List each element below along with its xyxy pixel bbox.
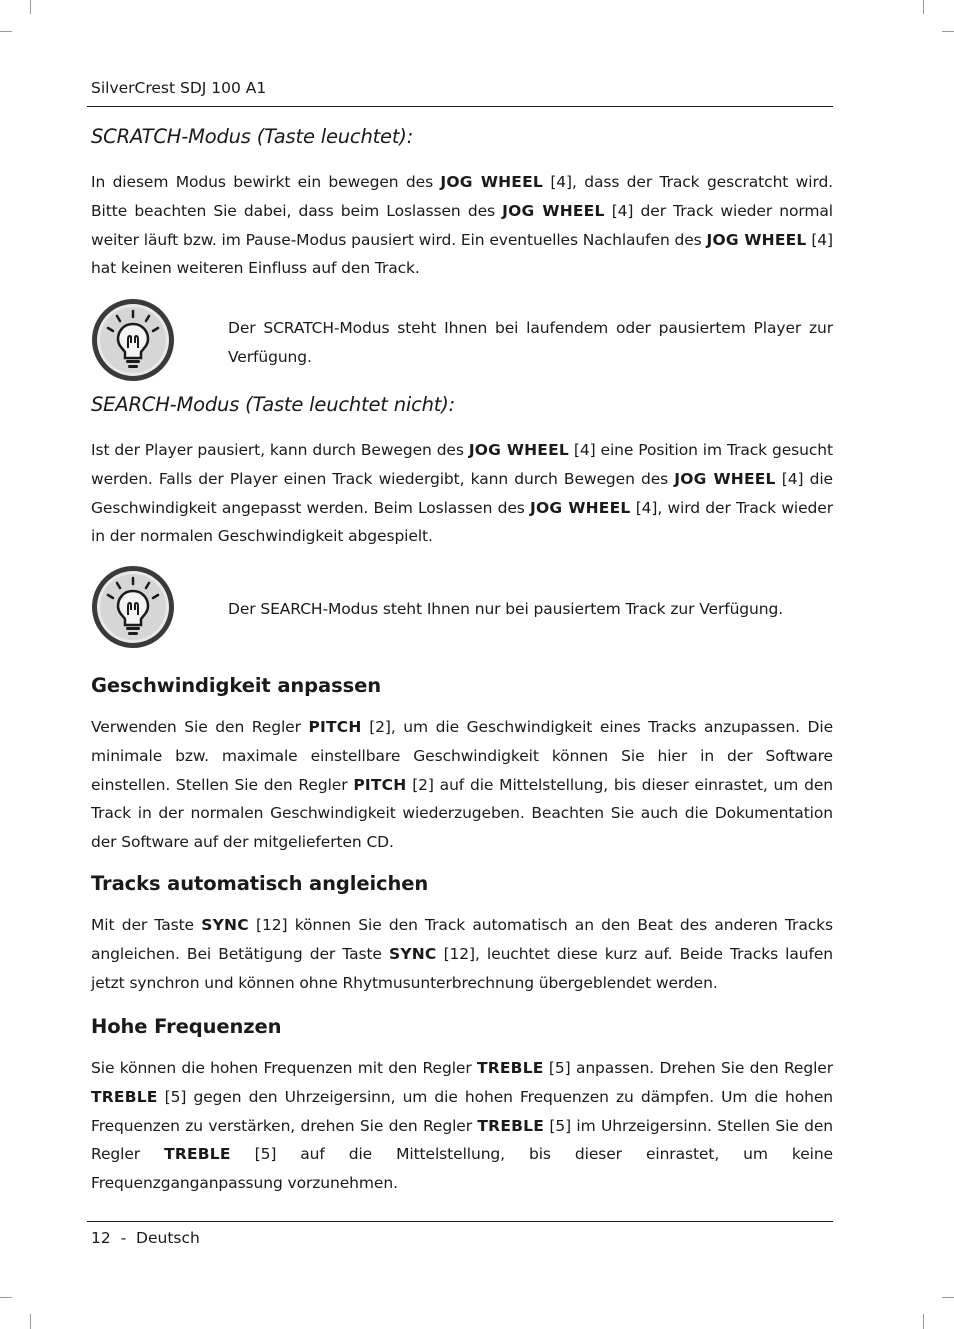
- sync-section-title: Tracks automatisch angleichen: [91, 872, 429, 895]
- crop-mark: [30, 0, 31, 14]
- running-header: SilverCrest SDJ 100 A1: [91, 79, 267, 97]
- page-number: 12: [91, 1229, 111, 1247]
- crop-mark: [0, 1297, 12, 1298]
- keyword-treble: TREBLE: [476, 1059, 544, 1077]
- crop-mark: [942, 1297, 954, 1298]
- crop-mark: [0, 31, 12, 32]
- page-footer: [91, 1228, 200, 1248]
- speed-section-title: Geschwindigkeit anpassen: [91, 674, 382, 697]
- keyword-treble: TREBLE: [164, 1145, 231, 1164]
- keyword-sync: SYNC: [201, 916, 249, 934]
- keyword-pitch: PITCH: [353, 775, 407, 794]
- treble-section-title: Hohe Frequenzen: [91, 1015, 282, 1038]
- keyword-jog-wheel: JOG WHEEL: [468, 441, 569, 459]
- keyword-jog-wheel: JOG WHEEL: [502, 201, 605, 220]
- keyword-treble: TREBLE: [477, 1116, 544, 1135]
- footer-rule: [87, 1221, 833, 1222]
- crop-mark: [942, 31, 954, 32]
- speed-paragraph: Verwenden Sie den Regler PITCH [2], um die Geschwindigkeit eines Tracks anzupassen. Die minimale bzw. maximale einstellbare Geschwindigkeit können Sie hier in der Software einstellen. Stellen Sie den Regler PITCH [2] auf die Mittelstellung, bis dieser einrastet, um den Track in der normalen Geschwindigkeit wiederzugeben. Beachten Sie auch die Dokumentation der Software auf der mitgelieferten CD.: [91, 718, 834, 852]
- keyword-jog-wheel: JOG WHEEL: [530, 498, 631, 517]
- crop-mark: [923, 1314, 924, 1329]
- lightbulb-icon: [90, 564, 176, 650]
- scratch-paragraph: In diesem Modus bewirkt ein bewegen des JOG WHEEL [4], dass der Track gescratcht wird. Bitte beachten Sie dabei, dass beim Loslassen des JOG WHEEL [4] der Track wieder normal weiter läuft bzw. im Pause-Modus pausiert wird. Ein eventuelles Nachlaufen des JOG WHEEL [4] hat keinen weiteren Einfluss auf den Track.: [91, 173, 834, 278]
- keyword-jog-wheel: JOG WHEEL: [706, 230, 807, 249]
- keyword-sync: SYNC: [388, 944, 437, 963]
- keyword-jog-wheel: JOG WHEEL: [674, 469, 776, 488]
- crop-mark: [923, 0, 924, 14]
- keyword-pitch: PITCH: [308, 718, 362, 736]
- scratch-tip-text: Der SCRATCH-Modus steht Ihnen bei laufendem oder pausiertem Player zur Verfügung.: [228, 319, 833, 366]
- search-paragraph: Ist der Player pausiert, kann durch Bewegen des JOG WHEEL [4] eine Position im Track gesucht werden. Falls der Player einen Track wiedergibt, kann durch Bewegen des JOG WHEEL [4] die Geschwindigkeit angepasst werden. Beim Loslassen des JOG WHEEL [4], wird der Track wieder in der normalen Geschwindigkeit abgespielt.: [91, 441, 834, 546]
- crop-mark: [30, 1314, 31, 1329]
- lightbulb-icon: [90, 297, 176, 383]
- search-mode-title: SEARCH-Modus (Taste leuchtet nicht):: [91, 393, 455, 416]
- keyword-jog-wheel: JOG WHEEL: [440, 173, 543, 191]
- keyword-treble: TREBLE: [91, 1087, 158, 1106]
- scratch-mode-title: SCRATCH-Modus (Taste leuchtet):: [91, 125, 414, 148]
- footer-separator: -: [120, 1229, 127, 1247]
- footer-language: Deutsch: [136, 1229, 200, 1247]
- search-tip-text: Der SEARCH-Modus steht Ihnen nur bei pausiertem Track zur Verfügung.: [228, 600, 784, 618]
- header-rule: [87, 106, 833, 107]
- treble-paragraph: Sie können die hohen Frequenzen mit den Regler TREBLE [5] anpassen. Drehen Sie den Regler TREBLE [5] gegen den Uhrzeigersinn, um die hohen Frequenzen zu dämpfen. Um die hohen Frequenzen zu verstärken, drehen Sie den Regler TREBLE [5] im Uhrzeigersinn. Stellen Sie den Regler TREBLE [5] auf die Mittelstellung, bis dieser einrastet, um keine Frequenzganganpassung vorzunehmen.: [91, 1059, 834, 1193]
- sync-paragraph: Mit der Taste SYNC [12] können Sie den Track automatisch an den Beat des anderen Tracks angleichen. Bei Betätigung der Taste SYNC [12], leuchtet diese kurz auf. Beide Tracks laufen jetzt synchron und können ohne Rhytmusunterbrechnung übergeblendet werden.: [91, 916, 833, 992]
